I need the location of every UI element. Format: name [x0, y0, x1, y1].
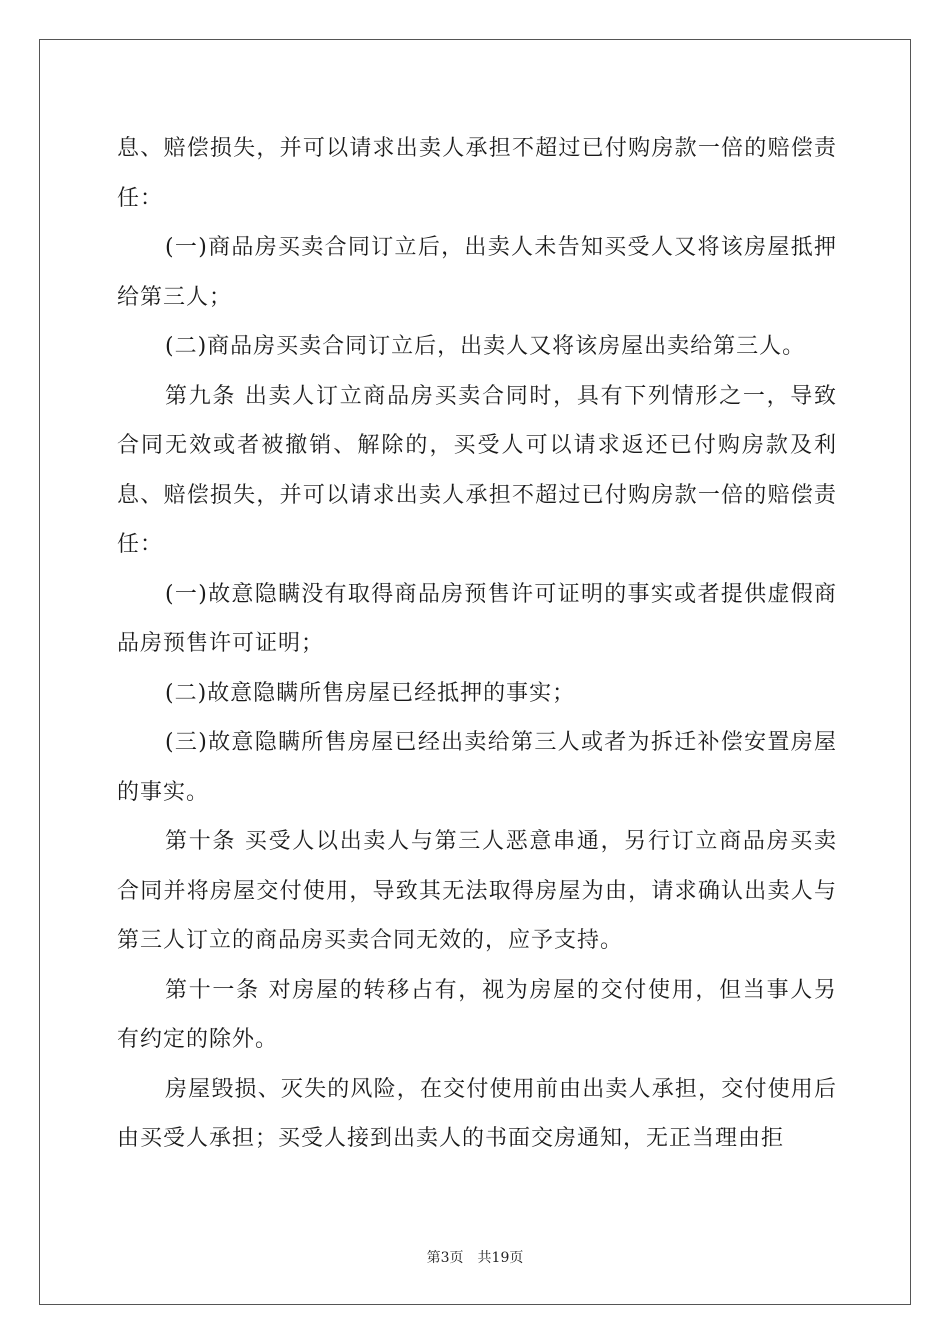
paragraph: (二)故意隐瞒所售房屋已经抵押的事实；	[165, 680, 576, 706]
paragraph: (三)故意隐瞒所售房屋已经出卖给第三人或者为拆迁补偿安置房屋的事实。	[117, 730, 837, 805]
paragraph: (一)故意隐瞒没有取得商品房预售许可证明的事实或者提供虚假商品房预售许可证明；	[117, 581, 837, 656]
page-number: 第3页	[426, 1250, 464, 1266]
paragraph: 第十一条 对房屋的转移占有，视为房屋的交付使用，但当事人另有约定的除外。	[117, 977, 837, 1052]
paragraph: (一)商品房买卖合同订立后，出卖人未告知买受人又将该房屋抵押给第三人；	[117, 235, 837, 310]
document-body	[117, 124, 837, 1164]
paragraph: 第九条 出卖人订立商品房买卖合同时，具有下列情形之一，导致合同无效或者被撤销、解除的，买受人可以请求返还已付购房款及利息、赔偿损失，并可以请求出卖人承担不超过已付购房款一倍的赔偿责任：	[117, 383, 837, 557]
page-footer	[0, 1247, 950, 1267]
total-pages: 共19页	[477, 1250, 524, 1266]
paragraph: 息、赔偿损失，并可以请求出卖人承担不超过已付购房款一倍的赔偿责任：	[117, 136, 837, 211]
paragraph: 第十条 买受人以出卖人与第三人恶意串通，另行订立商品房买卖合同并将房屋交付使用，导致其无法取得房屋为由，请求确认出卖人与第三人订立的商品房买卖合同无效的，应予支持。	[117, 829, 837, 953]
paragraph: 房屋毁损、灭失的风险，在交付使用前由出卖人承担，交付使用后由买受人承担；买受人接到出卖人的书面交房通知，无正当理由拒	[117, 1076, 837, 1151]
paragraph: (二)商品房买卖合同订立后，出卖人又将该房屋出卖给第三人。	[165, 334, 806, 359]
